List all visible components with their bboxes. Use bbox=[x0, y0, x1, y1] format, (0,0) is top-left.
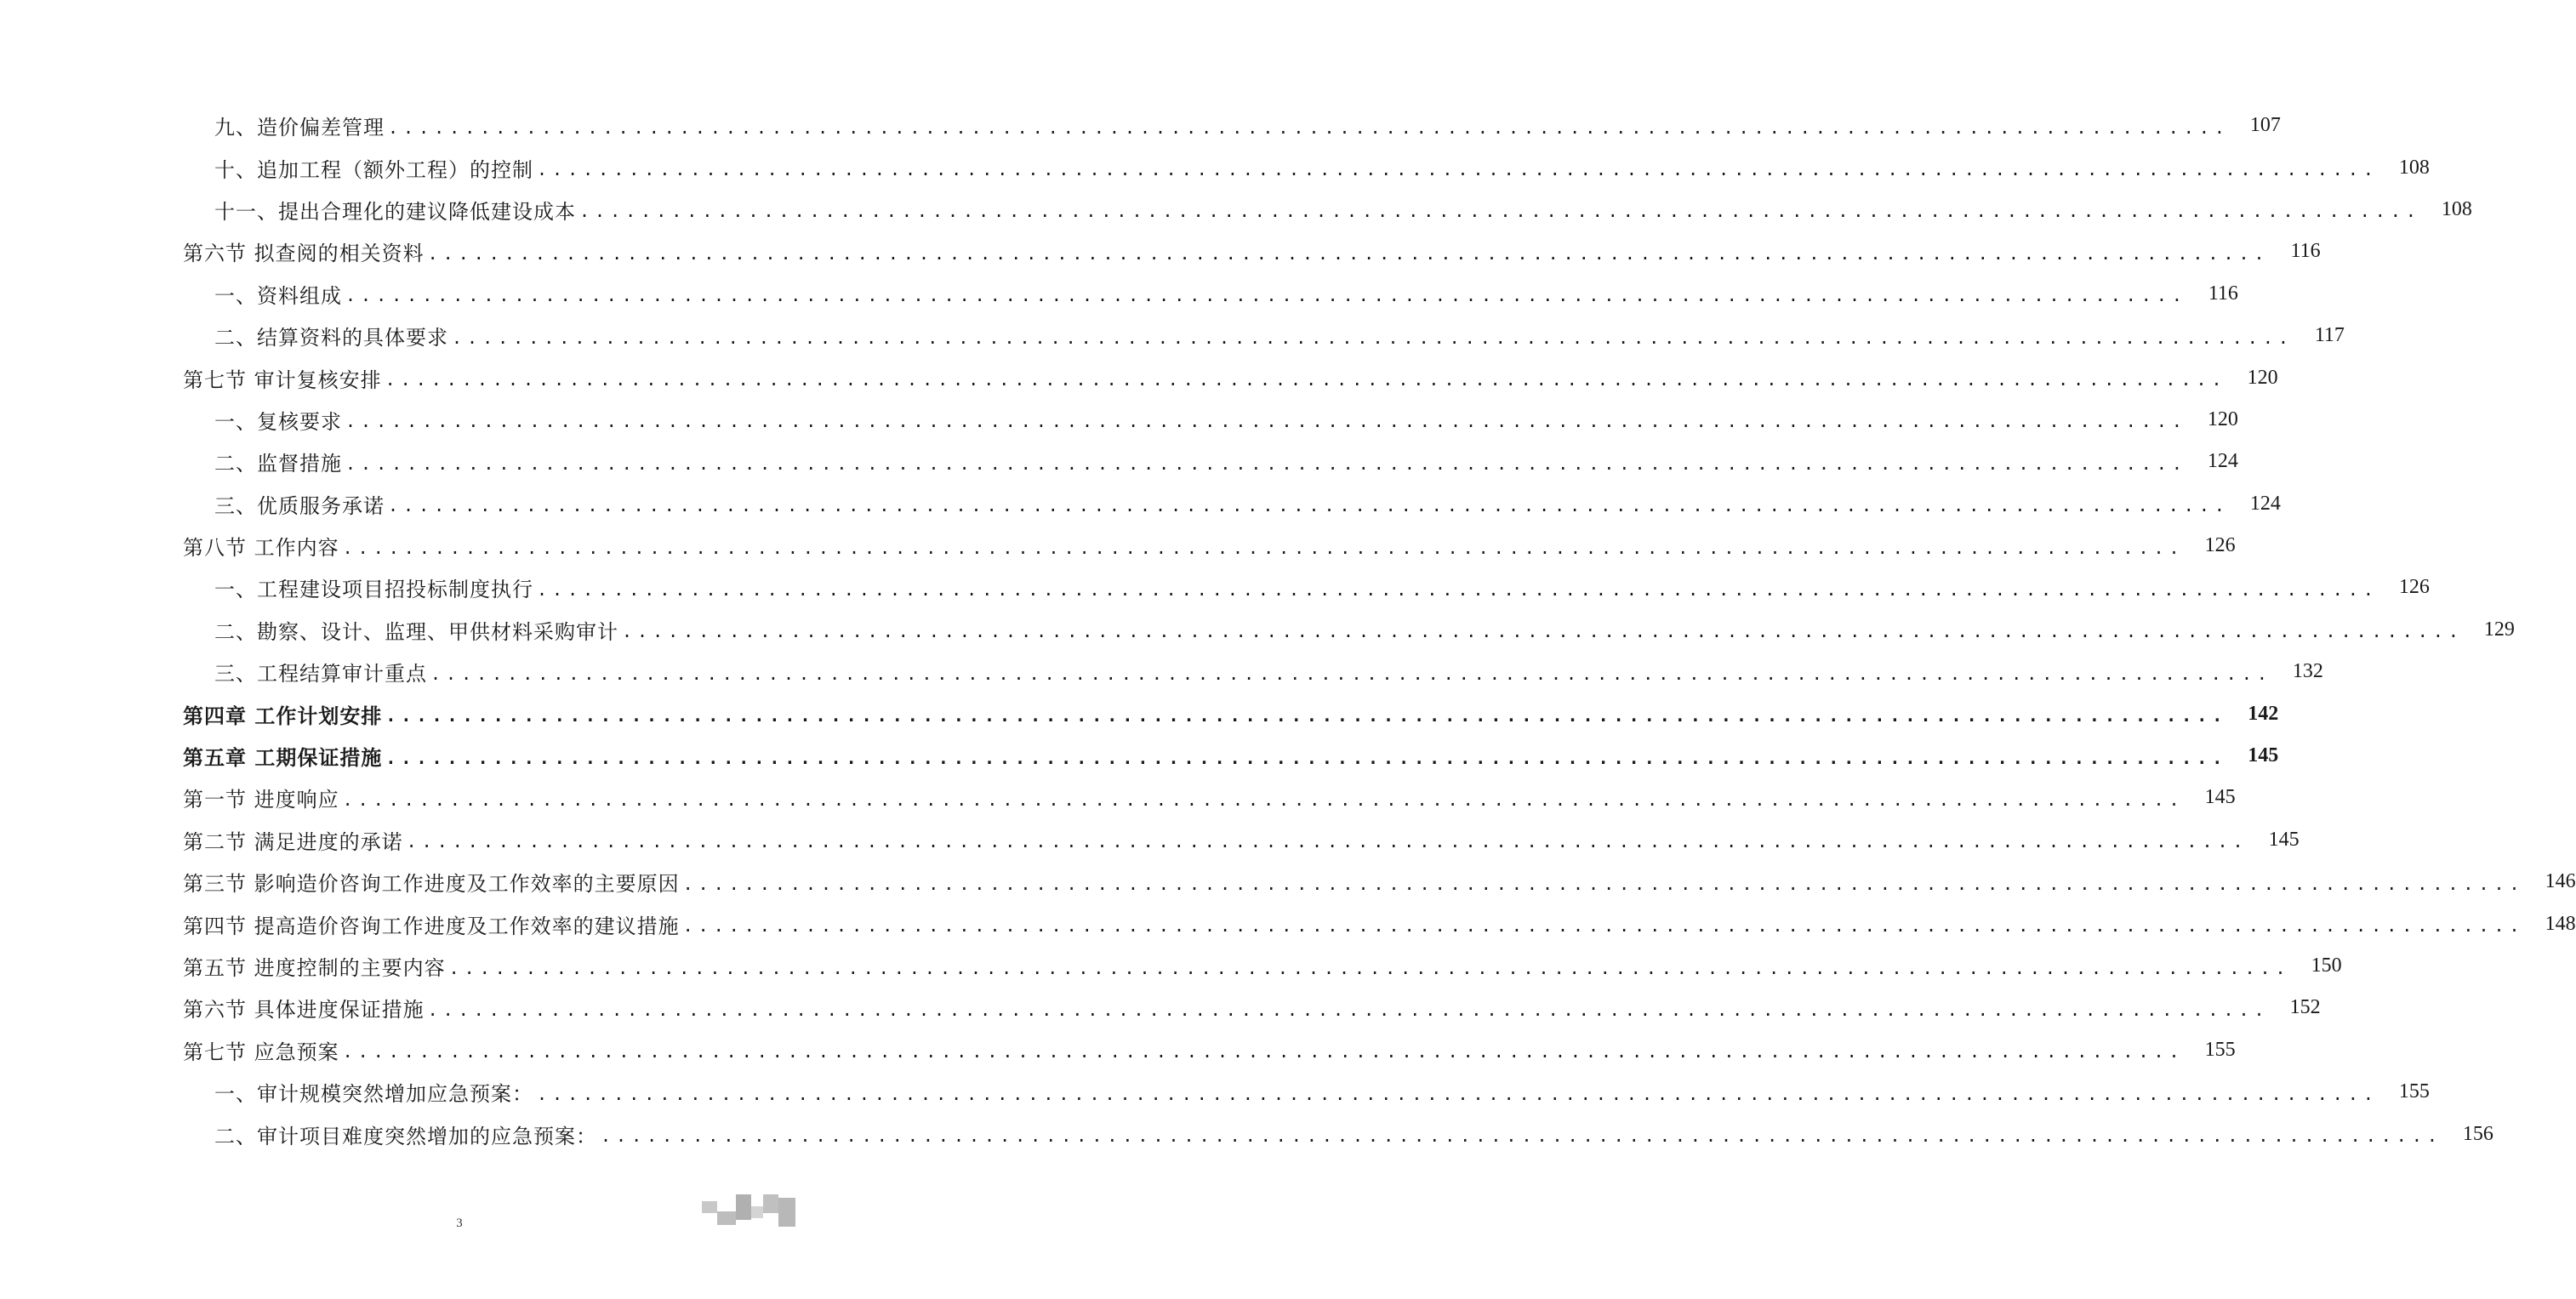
toc-entry-title: 第六节 具体进度保证措施 bbox=[183, 998, 425, 1023]
toc-entry-title: 第一节 进度响应 bbox=[183, 788, 339, 812]
toc-entry-page: 116 bbox=[2290, 240, 2321, 263]
toc-leader-dots: ........................................................................................................................ bbox=[345, 285, 2187, 306]
toc-entry-page: 145 bbox=[2204, 786, 2236, 809]
toc-entry[interactable] bbox=[0, 315, 2345, 356]
toc-entry-title: 十一、提出合理化的建议降低建设成本 bbox=[214, 199, 576, 224]
toc-leader-dots: ........................................................................................................................ bbox=[430, 663, 2272, 684]
toc-leader-dots: ........................................................................................................................ bbox=[601, 1125, 2442, 1147]
watermark-logo bbox=[702, 1194, 795, 1228]
table-of-contents bbox=[0, 105, 2576, 1155]
toc-entry-page: 155 bbox=[2398, 1080, 2430, 1103]
toc-leader-dots: ........................................................................................................................ bbox=[452, 327, 2294, 348]
toc-entry[interactable] bbox=[0, 861, 2576, 903]
toc-entry-title: 一、资料组成 bbox=[214, 283, 342, 308]
toc-entry-page: 108 bbox=[2398, 156, 2430, 179]
toc-entry-title: 第六节 拟查阅的相关资料 bbox=[183, 242, 425, 266]
toc-entry-page: 152 bbox=[2289, 996, 2321, 1019]
toc-entry-page: 145 bbox=[2248, 744, 2279, 767]
toc-leader-dots: ........................................................................................................................ bbox=[537, 1083, 2379, 1104]
toc-entry-title: 第三节 影响造价咨询工作进度及工作效率的主要原因 bbox=[183, 872, 680, 897]
toc-leader-dots: ........................................................................................................................ bbox=[537, 578, 2379, 600]
toc-entry-page: 108 bbox=[2441, 197, 2472, 220]
toc-entry-page: 116 bbox=[2208, 282, 2238, 305]
toc-entry-title: 十、追加工程（额外工程）的控制 bbox=[214, 157, 533, 182]
toc-entry-title: 二、勘察、设计、监理、甲供材料采购审计 bbox=[214, 619, 618, 644]
toc-entry-page: 155 bbox=[2204, 1038, 2236, 1061]
toc-entry-page: 126 bbox=[2204, 534, 2236, 557]
toc-entry-title: 三、工程结算审计重点 bbox=[214, 662, 427, 687]
toc-entry-title: 一、审计规模突然增加应急预案： bbox=[214, 1082, 533, 1107]
toc-entry[interactable] bbox=[0, 146, 2430, 188]
toc-leader-dots: ........................................................................................................................ bbox=[682, 915, 2525, 937]
toc-entry[interactable] bbox=[0, 273, 2238, 315]
toc-entry-title: 二、审计项目难度突然增加的应急预案： bbox=[214, 1124, 597, 1148]
toc-leader-dots: ........................................................................................................................ bbox=[385, 369, 2227, 390]
toc-entry[interactable] bbox=[0, 819, 2300, 861]
toc-leader-dots: ........................................................................................................................ bbox=[385, 705, 2228, 726]
toc-entry-title: 第七节 审计复核安排 bbox=[183, 367, 382, 392]
toc-entry-title: 三、优质服务承诺 bbox=[214, 493, 385, 518]
toc-leader-dots: ........................................................................................................................ bbox=[427, 242, 2270, 264]
toc-entry-title: 一、工程建设项目招投标制度执行 bbox=[214, 578, 533, 602]
toc-entry[interactable] bbox=[0, 189, 2472, 231]
toc-entry-title: 九、造价偏差管理 bbox=[214, 116, 385, 140]
toc-entry-page: 145 bbox=[2268, 828, 2300, 851]
toc-entry-title: 二、结算资料的具体要求 bbox=[214, 326, 448, 350]
toc-entry-page: 148 bbox=[2545, 912, 2576, 935]
toc-entry[interactable] bbox=[0, 1113, 2493, 1154]
toc-entry[interactable] bbox=[0, 1029, 2236, 1071]
toc-entry[interactable] bbox=[0, 945, 2342, 987]
toc-leader-dots: ........................................................................................................................ bbox=[427, 999, 2270, 1020]
toc-leader-dots: ........................................................................................................................ bbox=[537, 159, 2379, 180]
toc-entry-title: 第五章 工期保证措施 bbox=[183, 745, 383, 771]
page-number: 3 bbox=[456, 1216, 463, 1230]
toc-leader-dots: ........................................................................................................................ bbox=[622, 621, 2464, 642]
toc-entry[interactable] bbox=[0, 692, 2279, 734]
toc-entry[interactable] bbox=[0, 356, 2278, 398]
toc-entry[interactable] bbox=[0, 903, 2576, 944]
toc-leader-dots: ........................................................................................................................ bbox=[385, 747, 2228, 768]
toc-leader-dots: ........................................................................................................................ bbox=[345, 411, 2187, 432]
toc-entry[interactable] bbox=[0, 1071, 2430, 1113]
toc-entry-title: 第五节 进度控制的主要内容 bbox=[183, 956, 446, 980]
toc-leader-dots: ........................................................................................................................ bbox=[342, 1041, 2185, 1063]
toc-entry-title: 第七节 应急预案 bbox=[183, 1040, 339, 1064]
toc-entry-title: 第四节 提高造价咨询工作进度及工作效率的建议措施 bbox=[183, 914, 680, 938]
toc-entry-page: 107 bbox=[2249, 114, 2281, 137]
toc-entry-page: 129 bbox=[2483, 618, 2515, 641]
toc-leader-dots: ........................................................................................................................ bbox=[406, 831, 2248, 852]
toc-entry[interactable] bbox=[0, 987, 2321, 1028]
toc-entry-page: 124 bbox=[2207, 450, 2238, 473]
toc-entry[interactable] bbox=[0, 735, 2279, 777]
toc-entry-title: 第二节 满足进度的承诺 bbox=[183, 829, 403, 854]
toc-entry-page: 126 bbox=[2398, 576, 2430, 599]
toc-entry[interactable] bbox=[0, 105, 2281, 146]
toc-entry[interactable] bbox=[0, 399, 2238, 441]
toc-entry-page: 150 bbox=[2311, 954, 2342, 977]
toc-entry-title: 第四章 工作计划安排 bbox=[183, 703, 383, 728]
toc-leader-dots: ........................................................................................................................ bbox=[342, 789, 2185, 810]
toc-entry-title: 二、监督措施 bbox=[214, 452, 342, 476]
toc-leader-dots: ........................................................................................................................ bbox=[388, 495, 2230, 516]
toc-entry-page: 120 bbox=[2207, 407, 2238, 430]
toc-leader-dots: ........................................................................................................................ bbox=[342, 537, 2185, 558]
toc-entry[interactable] bbox=[0, 777, 2236, 818]
toc-entry-page: 156 bbox=[2462, 1122, 2493, 1145]
toc-entry[interactable] bbox=[0, 441, 2238, 482]
toc-entry[interactable] bbox=[0, 525, 2236, 567]
toc-entry-page: 120 bbox=[2247, 366, 2278, 389]
toc-leader-dots: ........................................................................................................................ bbox=[388, 117, 2230, 138]
toc-entry-page: 146 bbox=[2545, 870, 2576, 893]
toc-entry[interactable] bbox=[0, 483, 2281, 525]
toc-entry-title: 第八节 工作内容 bbox=[183, 536, 339, 561]
toc-entry[interactable] bbox=[0, 231, 2321, 272]
toc-entry-page: 124 bbox=[2249, 492, 2281, 515]
toc-entry[interactable] bbox=[0, 609, 2515, 651]
toc-entry[interactable] bbox=[0, 651, 2323, 692]
toc-entry-page: 132 bbox=[2292, 660, 2323, 683]
toc-leader-dots: ........................................................................................................................ bbox=[448, 957, 2291, 978]
toc-entry-page: 142 bbox=[2248, 702, 2279, 725]
toc-entry[interactable] bbox=[0, 567, 2430, 608]
toc-leader-dots: ........................................................................................................................ bbox=[579, 201, 2421, 222]
toc-leader-dots: ........................................................................................................................ bbox=[345, 453, 2187, 474]
toc-entry-page: 117 bbox=[2314, 324, 2345, 347]
toc-leader-dots: ........................................................................................................................ bbox=[682, 873, 2525, 894]
toc-entry-title: 一、复核要求 bbox=[214, 409, 342, 434]
